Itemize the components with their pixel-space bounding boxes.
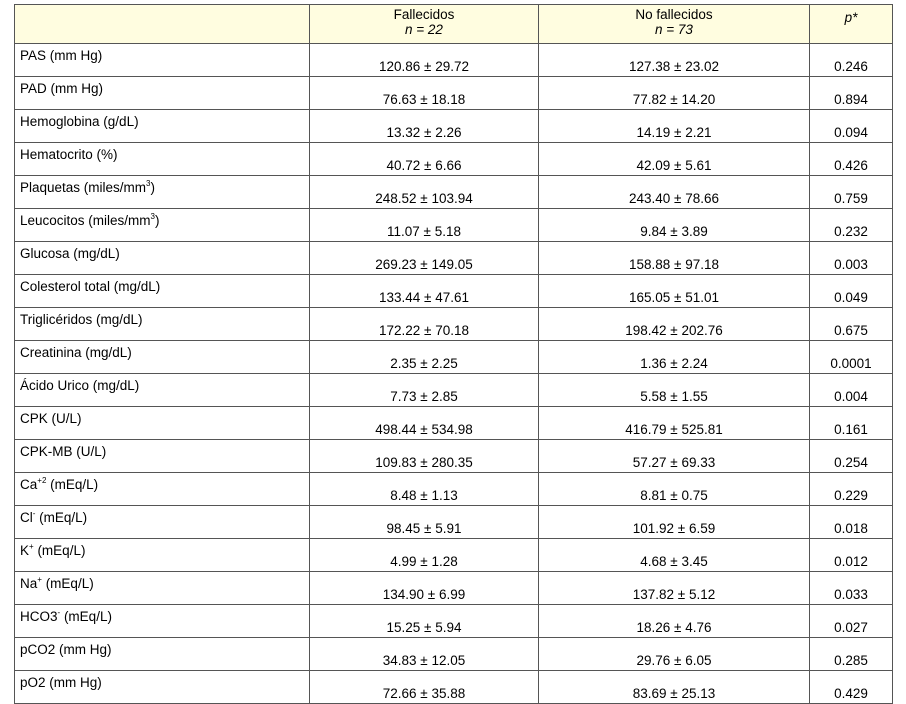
table-row — [15, 209, 893, 242]
p-value-cell: 0.285 — [810, 638, 893, 671]
fallecidos-value-cell: 172.22 ± 70.18 — [310, 308, 539, 341]
row-label-cell — [15, 506, 310, 539]
header-fallecidos — [310, 5, 539, 44]
p-value-cell: 0.094 — [810, 110, 893, 143]
p-value-cell: 0.033 — [810, 572, 893, 605]
table-row — [15, 176, 893, 209]
header-no-fallecidos-label: No fallecidos — [635, 7, 713, 22]
row-label-cell — [15, 308, 310, 341]
p-value-cell: 0.426 — [810, 143, 893, 176]
p-value-cell: 0.003 — [810, 242, 893, 275]
row-label-cell — [15, 209, 310, 242]
p-value-cell: 0.004 — [810, 374, 893, 407]
row-label-cell — [15, 242, 310, 275]
row-label-superscript: 3 — [150, 211, 155, 221]
header-no-fallecidos — [539, 5, 810, 44]
row-label-cell — [15, 638, 310, 671]
row-label-suffix: (mEq/L) — [41, 576, 94, 591]
header-empty-cell — [15, 5, 310, 44]
no-fallecidos-value-cell: 29.76 ± 6.05 — [539, 638, 810, 671]
table-row — [15, 638, 893, 671]
fallecidos-value-cell: 13.32 ± 2.26 — [310, 110, 539, 143]
header-p-label: p* — [844, 10, 858, 25]
table-row — [15, 242, 893, 275]
row-label: Cl — [20, 510, 33, 525]
fallecidos-value-cell: 133.44 ± 47.61 — [310, 275, 539, 308]
no-fallecidos-value-cell: 243.40 ± 78.66 — [539, 176, 810, 209]
p-value-cell: 0.229 — [810, 473, 893, 506]
fallecidos-value-cell: 120.86 ± 29.72 — [310, 44, 539, 77]
row-label-cell — [15, 341, 310, 374]
row-label-cell — [15, 275, 310, 308]
fallecidos-value-cell: 8.48 ± 1.13 — [310, 473, 539, 506]
fallecidos-value-cell: 72.66 ± 35.88 — [310, 671, 539, 704]
table-row — [15, 143, 893, 176]
no-fallecidos-value-cell: 42.09 ± 5.61 — [539, 143, 810, 176]
table-row — [15, 473, 893, 506]
table-row — [15, 341, 893, 374]
fallecidos-value-cell: 248.52 ± 103.94 — [310, 176, 539, 209]
row-label-suffix: ) — [154, 213, 160, 228]
p-value-cell: 0.759 — [810, 176, 893, 209]
row-label: pO2 (mm Hg) — [20, 675, 102, 690]
table-row — [15, 275, 893, 308]
row-label: Leucocitos (miles/mm — [20, 213, 151, 228]
p-value-cell: 0.049 — [810, 275, 893, 308]
p-value-cell: 0.232 — [810, 209, 893, 242]
header-p-value — [810, 5, 893, 44]
row-label-suffix: ) — [150, 180, 155, 195]
table-row — [15, 539, 893, 572]
no-fallecidos-value-cell: 9.84 ± 3.89 — [539, 209, 810, 242]
no-fallecidos-value-cell: 4.68 ± 3.45 — [539, 539, 810, 572]
fallecidos-value-cell: 269.23 ± 149.05 — [310, 242, 539, 275]
row-label-superscript: + — [37, 574, 42, 584]
row-label: Colesterol total (mg/dL) — [20, 279, 161, 294]
row-label: HCO3 — [20, 609, 58, 624]
row-label-superscript: +2 — [37, 475, 47, 485]
row-label: pCO2 (mm Hg) — [20, 642, 112, 657]
no-fallecidos-value-cell: 101.92 ± 6.59 — [539, 506, 810, 539]
table-row — [15, 407, 893, 440]
row-label: Ácido Urico (mg/dL) — [20, 378, 140, 393]
row-label-cell — [15, 143, 310, 176]
fallecidos-value-cell: 4.99 ± 1.28 — [310, 539, 539, 572]
no-fallecidos-value-cell: 18.26 ± 4.76 — [539, 605, 810, 638]
p-value-cell: 0.0001 — [810, 341, 893, 374]
row-label-cell — [15, 374, 310, 407]
row-label-cell — [15, 671, 310, 704]
no-fallecidos-value-cell: 198.42 ± 202.76 — [539, 308, 810, 341]
row-label: Creatinina (mg/dL) — [20, 345, 132, 360]
p-value-cell: 0.012 — [810, 539, 893, 572]
row-label-superscript: - — [32, 508, 36, 518]
results-table — [14, 4, 893, 704]
fallecidos-value-cell: 134.90 ± 6.99 — [310, 572, 539, 605]
no-fallecidos-value-cell: 127.38 ± 23.02 — [539, 44, 810, 77]
row-label-cell — [15, 572, 310, 605]
p-value-cell: 0.429 — [810, 671, 893, 704]
no-fallecidos-value-cell: 8.81 ± 0.75 — [539, 473, 810, 506]
row-label-cell — [15, 605, 310, 638]
no-fallecidos-value-cell: 77.82 ± 14.20 — [539, 77, 810, 110]
row-label-cell — [15, 407, 310, 440]
row-label-cell — [15, 473, 310, 506]
p-value-cell: 0.027 — [810, 605, 893, 638]
fallecidos-value-cell: 34.83 ± 12.05 — [310, 638, 539, 671]
row-label-suffix: (mEq/L) — [33, 543, 86, 558]
row-label: Ca — [20, 477, 38, 492]
fallecidos-value-cell: 15.25 ± 5.94 — [310, 605, 539, 638]
table-row — [15, 506, 893, 539]
header-fallecidos-n: n = 22 — [405, 22, 443, 37]
row-label-superscript: + — [29, 541, 34, 551]
table-row — [15, 44, 893, 77]
row-label-cell — [15, 539, 310, 572]
row-label-cell — [15, 44, 310, 77]
p-value-cell: 0.018 — [810, 506, 893, 539]
row-label-suffix: (mEq/L) — [60, 609, 112, 624]
row-label: Hemoglobina (g/dL) — [20, 114, 139, 129]
row-label: Glucosa (mg/dL) — [20, 246, 120, 261]
table-row — [15, 308, 893, 341]
table-row — [15, 572, 893, 605]
row-label: K — [20, 543, 30, 558]
fallecidos-value-cell: 76.63 ± 18.18 — [310, 77, 539, 110]
row-label-cell — [15, 110, 310, 143]
no-fallecidos-value-cell: 158.88 ± 97.18 — [539, 242, 810, 275]
row-label: CPK (U/L) — [20, 411, 82, 426]
row-label: Na — [20, 576, 38, 591]
row-label: CPK-MB (U/L) — [20, 444, 107, 459]
fallecidos-value-cell: 11.07 ± 5.18 — [310, 209, 539, 242]
no-fallecidos-value-cell: 165.05 ± 51.01 — [539, 275, 810, 308]
p-value-cell: 0.675 — [810, 308, 893, 341]
row-label: PAS (mm Hg) — [20, 48, 103, 63]
fallecidos-value-cell: 7.73 ± 2.85 — [310, 374, 539, 407]
no-fallecidos-value-cell: 416.79 ± 525.81 — [539, 407, 810, 440]
row-label-superscript: - — [57, 607, 61, 617]
no-fallecidos-value-cell: 137.82 ± 5.12 — [539, 572, 810, 605]
row-label-cell — [15, 440, 310, 473]
no-fallecidos-value-cell: 83.69 ± 25.13 — [539, 671, 810, 704]
no-fallecidos-value-cell: 5.58 ± 1.55 — [539, 374, 810, 407]
no-fallecidos-value-cell: 57.27 ± 69.33 — [539, 440, 810, 473]
row-label: Triglicéridos (mg/dL) — [20, 312, 143, 327]
table-row — [15, 77, 893, 110]
header-no-fallecidos-n: n = 73 — [655, 22, 693, 37]
fallecidos-value-cell: 40.72 ± 6.66 — [310, 143, 539, 176]
fallecidos-value-cell: 498.44 ± 534.98 — [310, 407, 539, 440]
table-row — [15, 605, 893, 638]
fallecidos-value-cell: 109.83 ± 280.35 — [310, 440, 539, 473]
table-row — [15, 374, 893, 407]
table-row — [15, 440, 893, 473]
row-label: Plaquetas (miles/mm — [20, 180, 147, 195]
row-label-superscript: 3 — [146, 178, 151, 188]
row-label-cell — [15, 77, 310, 110]
fallecidos-value-cell: 98.45 ± 5.91 — [310, 506, 539, 539]
row-label-suffix: (mEq/L) — [46, 477, 99, 492]
header-row — [15, 5, 893, 44]
p-value-cell: 0.254 — [810, 440, 893, 473]
fallecidos-value-cell: 2.35 ± 2.25 — [310, 341, 539, 374]
p-value-cell: 0.894 — [810, 77, 893, 110]
row-label: Hematocrito (%) — [20, 147, 118, 162]
table-row — [15, 110, 893, 143]
p-value-cell: 0.161 — [810, 407, 893, 440]
row-label: PAD (mm Hg) — [20, 81, 103, 96]
no-fallecidos-value-cell: 14.19 ± 2.21 — [539, 110, 810, 143]
table-row — [15, 671, 893, 704]
table-body — [15, 5, 893, 704]
p-value-cell: 0.246 — [810, 44, 893, 77]
row-label-cell — [15, 176, 310, 209]
row-label-suffix: (mEq/L) — [35, 510, 88, 525]
header-fallecidos-label: Fallecidos — [393, 7, 455, 22]
no-fallecidos-value-cell: 1.36 ± 2.24 — [539, 341, 810, 374]
